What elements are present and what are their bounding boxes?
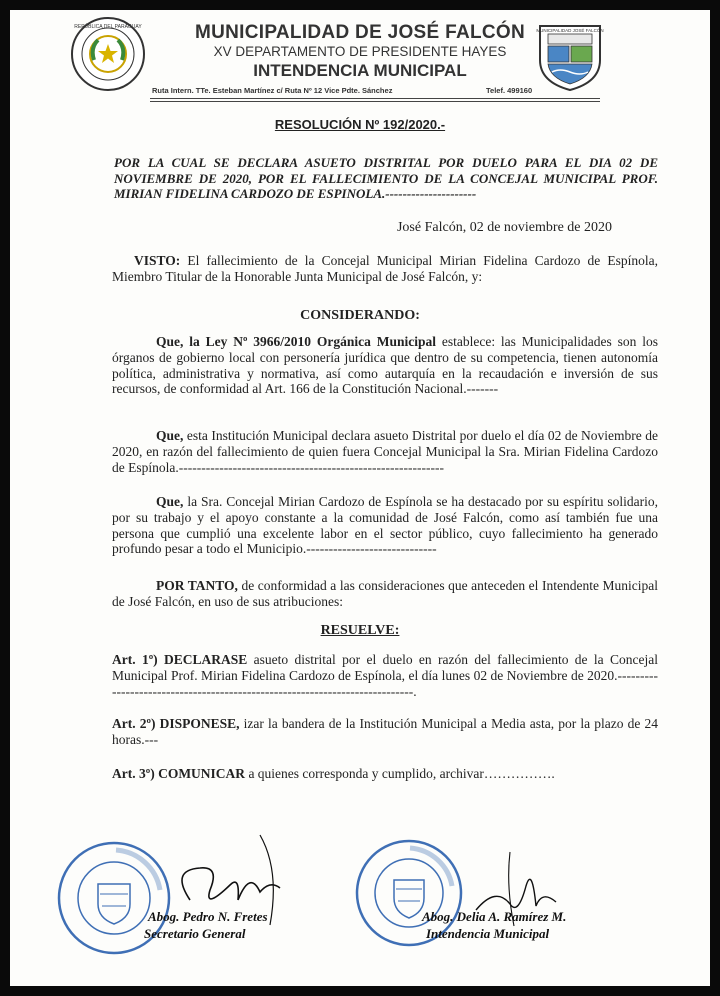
article-3: Art. 3º) COMUNICAR a quienes corresponda y cumplido, archivar……………. <box>112 766 555 781</box>
paraguay-coat-of-arms <box>70 16 146 92</box>
resolution-number: RESOLUCIÓN Nº 192/2020.- <box>274 117 446 132</box>
header-divider <box>150 98 600 102</box>
article-1: Art. 1º) DECLARASE asueto distrital por el duelo en razón del fallecimiento de la Concejal Municipal Prof. Mirian Fidelina Cardozo de Espínola, el día lunes 02 de Noviembre de 2020.----------------------------------------------------------------------------. <box>112 652 658 699</box>
visto-text: El fallecimiento de la Concejal Municipal Mirian Fidelina Cardozo de Espínola, Miembro Titular de la Honorable Junta Municipal de José Falcón, y: <box>112 253 658 284</box>
secretary-name: Abog. Pedro N. Fretes <box>148 909 268 924</box>
resolution-document <box>10 10 710 986</box>
intendente-name: Abog. Delia A. Ramírez M. <box>422 909 567 924</box>
considerando-paragraph-1: Que, la Ley Nº 3966/2010 Orgánica Municipal establece: las Municipalidades son los órganos de gobierno local con personería jurídica que dentro de su competencia, tienen autonomía política, administrativa y normativa, así como autarquía en la recaudación e inversión de sus recursos, de conformidad al Art. 166 de la Constitución Nacional.------- <box>112 334 658 397</box>
por-tanto-paragraph: POR TANTO, de conformidad a las consideraciones que anteceden el Intendente Municipal de José Falcón, en uso de sus atribuciones: <box>112 578 658 609</box>
document-date: José Falcón, 02 de noviembre de 2020 <box>396 220 612 235</box>
considerando-paragraph-2: Que, esta Institución Municipal declara asueto Distrital por duelo el día 02 de Noviembre de 2020, en razón del fallecimiento de quien fuera Concejal Municipal la Sra. Mirian Fidelina Cardozo de Espínola.----------------------------------------------------------- <box>112 428 658 475</box>
phone-line: Telef. 499160 <box>486 86 533 95</box>
municipal-emblem <box>534 20 606 92</box>
secretary-title: Secretario General <box>144 926 246 941</box>
article-2: Art. 2º) DISPONESE, izar la bandera de la Institución Municipal a Media asta, por la plazo de 24 horas.--- <box>112 716 658 747</box>
intendente-title: Intendencia Municipal <box>426 926 550 941</box>
emblem-lettering: MUNICIPALIDAD JOSÉ FALCÓN <box>536 28 604 33</box>
considerando-heading: CONSIDERANDO: <box>300 308 420 323</box>
resolution-subject: POR LA CUAL SE DECLARA ASUETO DISTRITAL POR DUELO PARA EL DIA 02 DE NOVIEMBRE DE 2020, POR EL FALLECIMIENTO DE LA CONCEJAL MUNICIPAL PROF. MIRIAN FIDELINA CARDOZO DE ESPINOLA.--------------------- <box>114 155 658 201</box>
intendencia-title: INTENDENCIA MUNICIPAL <box>253 61 467 80</box>
considerando-paragraph-3: Que, la Sra. Concejal Mirian Cardozo de Espínola se ha destacado por su espíritu solidario, por su trabajo y el apoyo constante a la comunidad de José Falcón, como así también fue una persona que cumplió una excelente labor en el sector público, cuyo fallecimiento ha generado profundo pesar a todo el Municipio.----------------------------- <box>112 494 659 557</box>
municipality-title: MUNICIPALIDAD DE JOSÉ FALCÓN <box>194 22 525 43</box>
address-line: Ruta Intern. TTe. Esteban Martínez c/ Ruta Nº 12 Vice Pdte. Sánchez <box>152 86 393 95</box>
visto-label: VISTO: <box>134 253 181 268</box>
seal-lettering: REPÚBLICA DEL PARAGUAY <box>74 24 142 30</box>
resuelve-heading: RESUELVE: <box>320 623 400 638</box>
visto-paragraph <box>112 253 658 285</box>
department-subtitle: XV DEPARTAMENTO DE PRESIDENTE HAYES <box>213 44 507 59</box>
